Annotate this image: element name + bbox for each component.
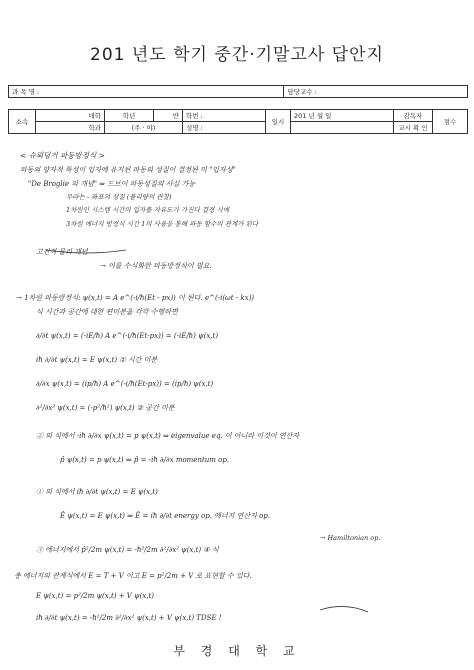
handwritten-line: 1차원인 시스템 시간의 입자를 자유도가 가진다 결정 시에 (66, 206, 230, 214)
supervisor-label-1: 감독자 (394, 110, 433, 122)
handwritten-line: iħ ∂/∂t ψ(x,t) = -ħ²/2m ∂²/∂x² ψ(x,t) + V ψ(x,t) TDSE ! (36, 614, 222, 622)
underline-mark (320, 606, 368, 612)
supervisor-label-2: 교시 확 인 (394, 122, 433, 134)
handwritten-line: ∂/∂x ψ(x,t) = (ip/ħ) A e^(-i/ħ(Et-px)) = (ip/ħ) ψ(x,t) (36, 380, 214, 388)
handwritten-line: p̂ ψ(x,t) = p ψ(x,t) ⇒ p̂ = -iħ ∂/∂x momentum op. (60, 456, 230, 464)
handwritten-line: → 이를 수식화한 파동방정식이 필요. (100, 262, 212, 270)
date-value: 201 년 월 일 (291, 110, 394, 122)
course-name-field: 과 목 명 : (9, 86, 284, 98)
student-no-label: 학번 : (183, 110, 266, 122)
grade-label-1: 학년 (105, 110, 154, 122)
professor-field: 담당교수 : (284, 86, 468, 98)
dept-label-1: 대학 (36, 110, 105, 122)
handwritten-line: 무라는 - 좌표의 성질 (물리량의 관찰) (66, 193, 172, 201)
affiliation-label: 소속 (9, 110, 36, 134)
class-label: 반 (154, 110, 183, 122)
handwritten-line: < 슈뢰딩거 파동방정식 > (20, 151, 105, 160)
university-footer: 부 경 대 학 교 (173, 644, 301, 658)
handwritten-line: E ψ(x,t) = p²/2m ψ(x,t) + V ψ(x,t) (36, 592, 155, 600)
handwritten-line: → 1차원 파동방정식: ψ(x,t) = A e^(-i/ħ(Et - px)) 이 된다. e^(-i(ωt - kx)) (16, 294, 255, 302)
score-label: 점수 (433, 110, 468, 134)
page-title: 201 년도 학기 중간·기말고사 답안지 (90, 45, 384, 65)
name-label: 성명 : (183, 122, 266, 134)
handwritten-line: ① 의 식에서 iħ ∂/∂t ψ(x,t) = E ψ(x,t) (36, 488, 158, 496)
handwritten-line: iħ ∂/∂t ψ(x,t) = E ψ(x,t) ① 시간 미분 (36, 356, 158, 364)
handwritten-line: ③ 에너지에서 p̂²/2m ψ(x,t) = -ħ²/2m ∂²/∂x² ψ(x,t) ④ 식 (36, 546, 219, 554)
date-label: 일시 (266, 110, 291, 134)
handwritten-line: 파동의 양자적 특성이 입자에 유지된 파동의 성질이 결정된 미 "입자성" (20, 166, 236, 174)
handwritten-line: 식 시간과 공간에 대한 편미분을 각각 수행하면 (36, 308, 178, 316)
handwritten-line: 3차원 에너지 방정식 시간 1의 사용을 통해 파동 함수의 관계가 된다 (66, 220, 259, 228)
grade-label-2: (주 · 야) (105, 122, 183, 134)
handwritten-line: ② 의 식에서 -iħ ∂/∂x ψ(x,t) = p ψ(x,t) ⇒ eigenvalue eq. 이 아니라 이것이 연산자 (36, 432, 300, 440)
handwritten-line: ∂/∂t ψ(x,t) = (-iE/ħ) A e^(-i/ħ(Et-px)) = (-iE/ħ) ψ(x,t) (36, 332, 219, 340)
dept-label-2: 학과 (36, 122, 105, 134)
handwritten-line: 총 에너지의 관계식에서 E = T + V 이고 E = p²/2m + V 로 표현할 수 있다. (14, 572, 252, 580)
handwritten-line: Ê ψ(x,t) = E ψ(x,t) ⇒ Ê = iħ ∂/∂t energy op. 에너지 연산자 op. (60, 512, 271, 520)
handwritten-line: → Hamiltonian op. (320, 534, 381, 542)
handwritten-line: "De Broglie 의 개념" ⇒ 드브이 파동성질의 사실 가능 (28, 180, 196, 188)
handwritten-line: ∂²/∂x² ψ(x,t) = (-p²/ħ²) ψ(x,t) ② 공간 미분 (36, 404, 175, 412)
handwritten-line: 고전적 물리 개념 (36, 248, 88, 256)
